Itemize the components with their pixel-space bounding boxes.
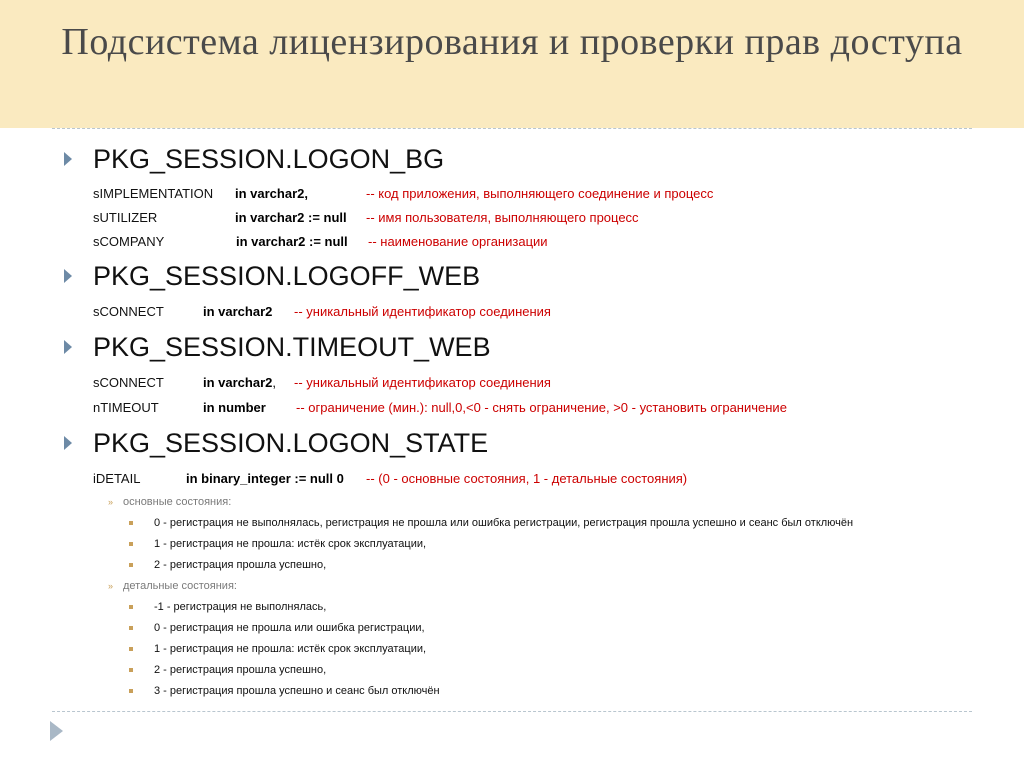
param-type: in number — [203, 400, 266, 415]
list-item: 3 - регистрация прошла успешно и сеанс был отключён — [154, 685, 440, 697]
square-bullet-icon — [129, 521, 133, 525]
param-comment: -- (0 - основные состояния, 1 - детальные состояния) — [366, 471, 688, 486]
section-bullet-icon — [64, 269, 72, 283]
double-chevron-icon: » — [108, 497, 114, 507]
list-item: 0 - регистрация не выполнялась, регистрация не прошла или ошибка регистрации, регистрация прошла успешно и сеанс был отключён — [154, 517, 854, 529]
slide-title: Подсистема лицензирования и проверки прав доступа — [61, 21, 963, 63]
param-comment: -- код приложения, выполняющего соединение и процесс — [366, 186, 714, 201]
param-type-group — [203, 375, 276, 391]
square-bullet-icon — [129, 542, 133, 546]
param-type: in binary_integer := null 0 — [186, 471, 344, 486]
param-type: in varchar2 := null — [235, 210, 347, 225]
list-item: 1 - регистрация не прошла: истёк срок эксплуатации, — [154, 643, 427, 655]
param-comment: -- уникальный идентификатор соединения — [294, 375, 551, 390]
section-heading: PKG_SESSION.LOGON_BG — [93, 144, 445, 174]
square-bullet-icon — [129, 563, 133, 567]
section-bullet-icon — [64, 436, 72, 450]
section-heading: PKG_SESSION.LOGOFF_WEB — [93, 261, 481, 291]
list-item: 2 - регистрация прошла успешно, — [154, 559, 327, 571]
square-bullet-icon — [129, 647, 133, 651]
section-heading: PKG_SESSION.TIMEOUT_WEB — [93, 332, 491, 362]
param-name: iDETAIL — [93, 471, 141, 486]
top-divider — [52, 128, 972, 129]
param-comment: -- уникальный идентификатор соединения — [294, 304, 551, 319]
section-heading: PKG_SESSION.LOGON_STATE — [93, 428, 489, 458]
param-type: in varchar2 := null — [236, 234, 348, 249]
square-bullet-icon — [129, 605, 133, 609]
param-comment: -- наименование организации — [368, 234, 548, 249]
param-type-suffix: , — [272, 375, 276, 390]
double-chevron-icon: » — [108, 581, 114, 591]
list-item: 1 - регистрация не прошла: истёк срок эксплуатации, — [154, 538, 427, 550]
next-slide-icon[interactable] — [50, 721, 63, 741]
list-item: 2 - регистрация прошла успешно, — [154, 664, 327, 676]
param-name: sCONNECT — [93, 304, 164, 319]
section-bullet-icon — [64, 152, 72, 166]
list-item: -1 - регистрация не выполнялась, — [154, 601, 327, 613]
param-type: in varchar2, — [235, 186, 308, 201]
param-type: in varchar2 — [203, 304, 273, 319]
param-name: sCOMPANY — [93, 234, 165, 249]
list-item: 0 - регистрация не прошла или ошибка регистрации, — [154, 622, 425, 634]
param-name: nTIMEOUT — [93, 400, 159, 415]
square-bullet-icon — [129, 689, 133, 693]
bottom-divider — [52, 711, 972, 712]
square-bullet-icon — [129, 626, 133, 630]
square-bullet-icon — [129, 668, 133, 672]
param-name: sCONNECT — [93, 375, 164, 390]
group-label: основные состояния: — [123, 496, 232, 508]
param-type: in varchar2 — [203, 375, 273, 390]
param-name: sUTILIZER — [93, 210, 158, 225]
param-comment: -- имя пользователя, выполняющего процесс — [366, 210, 639, 225]
group-label: детальные состояния: — [123, 580, 237, 592]
param-name: sIMPLEMENTATION — [93, 186, 214, 201]
section-bullet-icon — [64, 340, 72, 354]
param-comment: -- ограничение (мин.): null,0,<0 - снять ограничение, >0 - установить ограничение — [296, 400, 787, 415]
